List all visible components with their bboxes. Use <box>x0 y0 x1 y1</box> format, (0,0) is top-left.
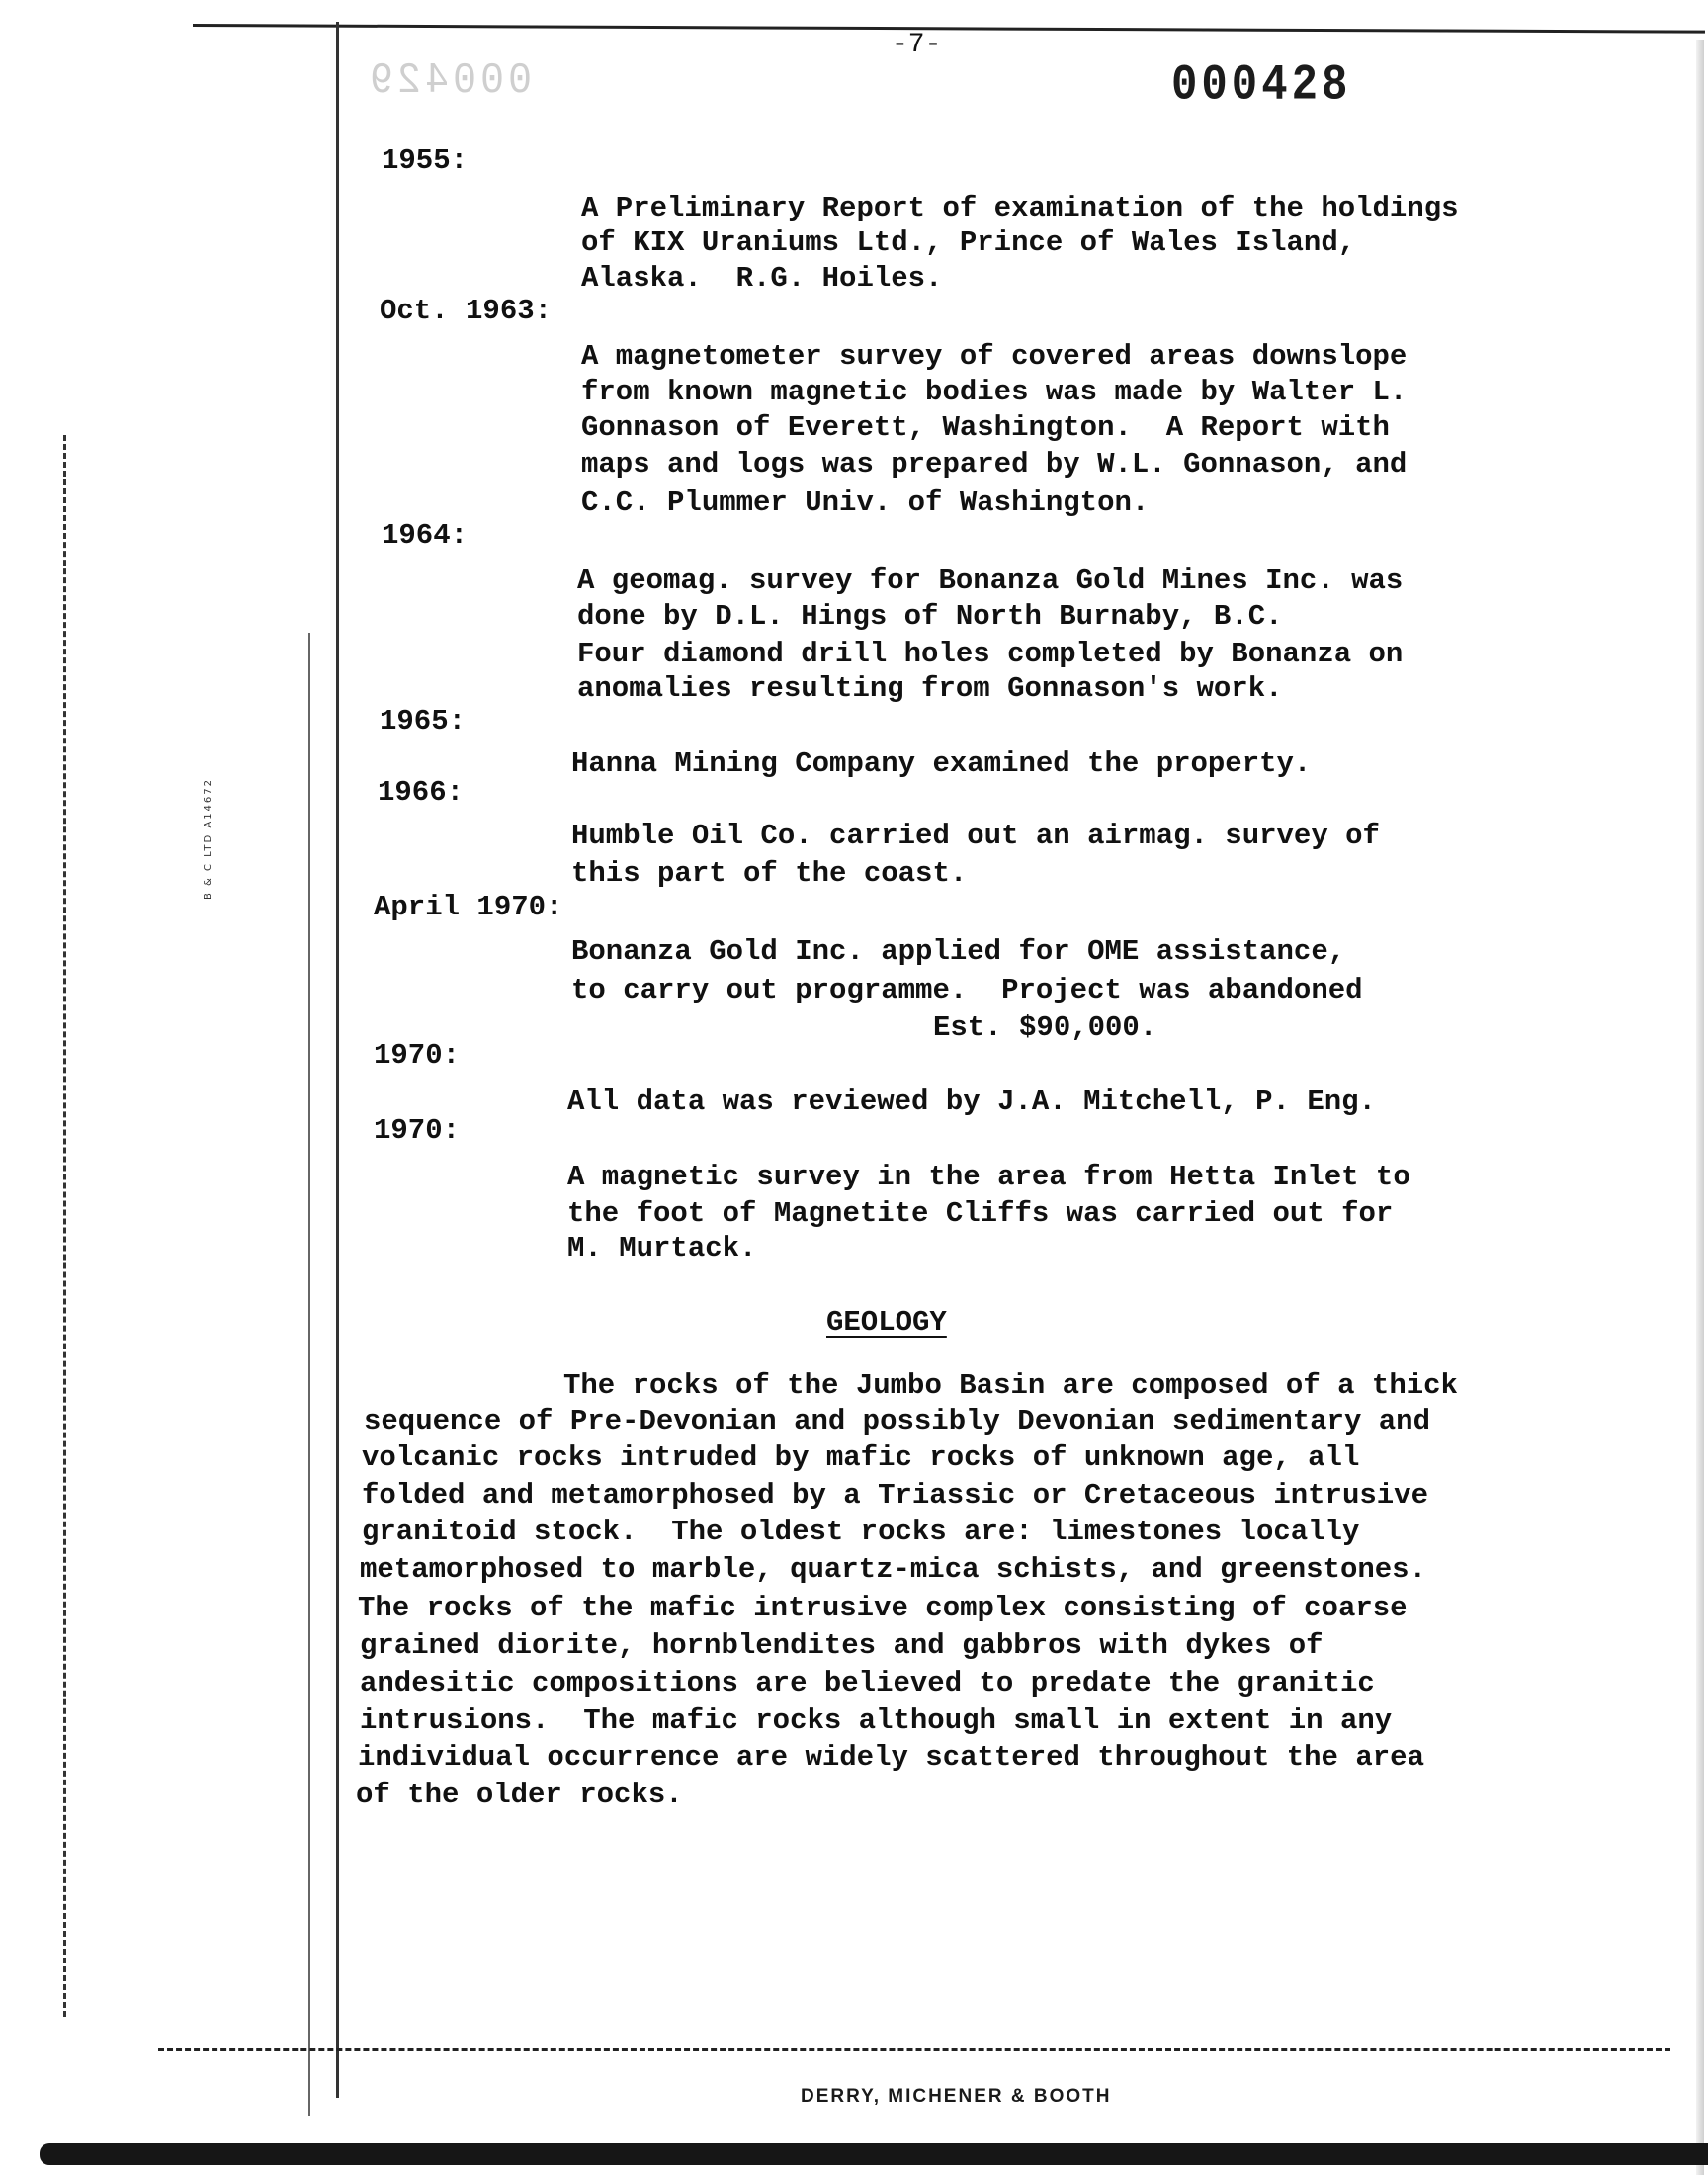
entry-line: this part of the coast. <box>571 857 968 890</box>
entry-line: A geomag. survey for Bonanza Gold Mines Inc. was <box>577 565 1404 597</box>
entry-date: 1965: <box>380 705 467 738</box>
entry-date: 1970: <box>374 1039 461 1072</box>
entry-line: Bonanza Gold Inc. applied for OME assistance, <box>571 935 1346 968</box>
page-number: -7- <box>892 30 942 60</box>
left-margin-rule <box>336 22 339 2098</box>
footer-firm-name: DERRY, MICHENER & BOOTH <box>801 2086 1112 2107</box>
entry-line: done by D.L. Hings of North Burnaby, B.C. <box>577 600 1283 633</box>
entry-line: from known magnetic bodies was made by Walter L. <box>581 376 1408 408</box>
paragraph-line: sequence of Pre-Devonian and possibly Devonian sedimentary and <box>364 1405 1430 1437</box>
entry-date: 1964: <box>382 519 469 552</box>
paragraph-line: volcanic rocks intruded by mafic rocks of unknown age, all <box>362 1441 1360 1474</box>
entry-line: A magnetometer survey of covered areas downslope <box>581 340 1408 373</box>
paragraph-line: The rocks of the mafic intrusive complex consisting of coarse <box>358 1592 1408 1624</box>
paragraph-line: andesitic compositions are believed to predate the granitic <box>360 1667 1375 1699</box>
entry-line: the foot of Magnetite Cliffs was carried out for <box>567 1197 1394 1230</box>
paragraph-line: grained diorite, hornblendites and gabbros with dykes of <box>360 1629 1324 1662</box>
paragraph-line: granitoid stock. The oldest rocks are: limestones locally <box>362 1516 1360 1548</box>
entry-line: All data was reviewed by J.A. Mitchell, P. Eng. <box>567 1086 1376 1118</box>
entry-line: M. Murtack. <box>567 1232 757 1264</box>
side-imprint: B & C LTD A14672 <box>203 777 214 900</box>
entry-date: Oct. 1963: <box>380 295 553 327</box>
entry-line: anomalies resulting from Gonnason's work. <box>577 672 1283 705</box>
entry-line: A Preliminary Report of examination of the holdings <box>581 192 1459 224</box>
entry-line: A magnetic survey in the area from Hetta Inlet to <box>567 1161 1410 1193</box>
paragraph-line: intrusions. The mafic rocks although small in extent in any <box>360 1704 1393 1737</box>
entry-line: Est. $90,000. <box>933 1011 1157 1044</box>
paragraph-line: The rocks of the Jumbo Basin are composed of a thick <box>563 1369 1458 1402</box>
entry-line: maps and logs was prepared by W.L. Gonnason, and <box>581 448 1408 480</box>
section-heading: GEOLOGY <box>826 1306 947 1339</box>
page-edge-shadow <box>1696 40 1704 2175</box>
scan-bottom-bar <box>40 2143 1708 2165</box>
entry-line: to carry out programme. Project was abandoned <box>571 974 1363 1006</box>
entry-date: 1970: <box>374 1114 461 1147</box>
punch-edge <box>63 435 66 2017</box>
entry-date: April 1970: <box>374 891 563 923</box>
bottom-rule <box>158 2048 1670 2051</box>
entry-date: 1955: <box>382 144 469 177</box>
paragraph-line: folded and metamorphosed by a Triassic or Cretaceous intrusive <box>362 1479 1428 1512</box>
entry-line: Alaska. R.G. Hoiles. <box>581 262 943 295</box>
document-number: 000428 <box>1171 57 1352 115</box>
paragraph-line: metamorphosed to marble, quartz-mica schists, and greenstones. <box>360 1553 1426 1586</box>
entry-line: C.C. Plummer Univ. of Washington. <box>581 486 1150 519</box>
entry-line: Gonnason of Everett, Washington. A Report with <box>581 411 1390 444</box>
doc-number-bleedthrough: 000429 <box>366 56 533 107</box>
entry-line: Hanna Mining Company examined the property. <box>571 747 1312 780</box>
entry-line: Four diamond drill holes completed by Bonanza on <box>577 638 1404 670</box>
paragraph-line: of the older rocks. <box>356 1779 683 1811</box>
entry-date: 1966: <box>378 776 465 809</box>
top-rule <box>193 24 1705 34</box>
paragraph-line: individual occurrence are widely scattered throughout the area <box>358 1741 1424 1774</box>
entry-line: Humble Oil Co. carried out an airmag. survey of <box>571 820 1380 852</box>
entry-line: of KIX Uraniums Ltd., Prince of Wales Island, <box>581 226 1356 259</box>
left-margin-rule-secondary <box>308 633 310 2116</box>
